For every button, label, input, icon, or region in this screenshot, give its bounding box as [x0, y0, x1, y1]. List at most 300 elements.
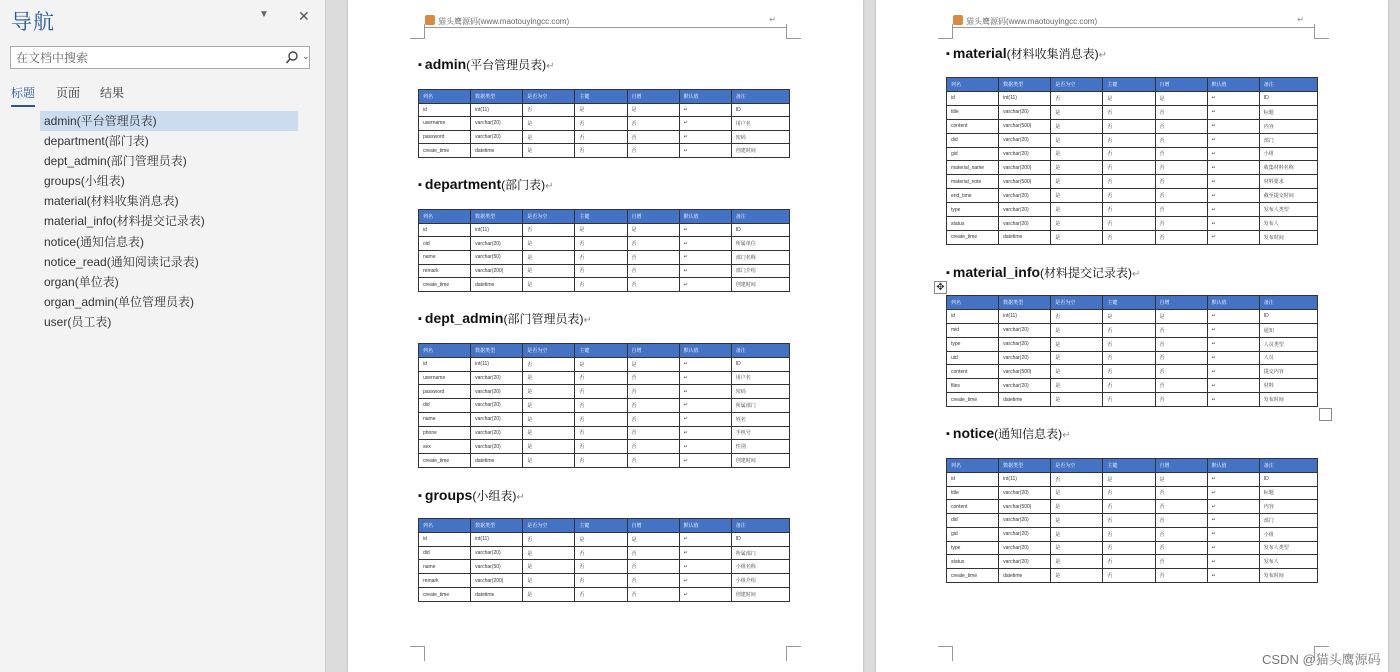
table-row — [419, 440, 790, 454]
table-cell: varchar(20) — [999, 351, 1051, 365]
nav-heading-item[interactable]: department(部门表) — [44, 134, 149, 149]
table-cell: 是 — [1103, 472, 1155, 486]
column-header: 列名 — [419, 210, 471, 224]
table-header-row — [419, 210, 790, 224]
table-cell: 否 — [627, 264, 679, 278]
table-name: material_info — [952, 264, 1041, 280]
table-section-heading — [418, 176, 554, 193]
search-options-chevron-icon[interactable]: ⌄ — [302, 51, 310, 61]
table-cell: 否 — [575, 278, 627, 292]
table-cell: 否 — [1103, 161, 1155, 175]
table-cell: content — [947, 500, 999, 514]
tab-headings[interactable]: 标题 — [11, 86, 36, 100]
table-cell: 是 — [1051, 175, 1103, 189]
table-row — [419, 144, 790, 158]
column-header: 主键 — [575, 90, 627, 104]
column-header: 列名 — [419, 519, 471, 533]
table-cell: name — [419, 560, 471, 574]
table-cell: ↵ — [1207, 175, 1259, 189]
table-cell: 否 — [1103, 133, 1155, 147]
table-row — [947, 119, 1318, 133]
bullet-icon: ▪ — [946, 48, 950, 60]
field-table — [418, 343, 790, 468]
table-cell: datetime — [471, 588, 523, 602]
table-cell: varchar(500) — [999, 500, 1051, 514]
table-cell: 否 — [523, 103, 575, 117]
table-cell: 否 — [627, 371, 679, 385]
table-cell: 是 — [523, 546, 575, 560]
table-cell: 否 — [575, 574, 627, 588]
table-cell: ↵ — [679, 144, 731, 158]
table-cell: 否 — [575, 250, 627, 264]
table-cell: varchar(20) — [999, 203, 1051, 217]
table-cell: 否 — [523, 357, 575, 371]
table-cell: ID — [731, 103, 789, 117]
table-cell: 标题 — [1259, 486, 1317, 500]
table-cell: 否 — [575, 546, 627, 560]
table-cell: ↵ — [1207, 351, 1259, 365]
paragraph-mark: ↵ — [769, 15, 776, 24]
column-header: 是否为空 — [1051, 296, 1103, 310]
table-cell: ↵ — [1207, 527, 1259, 541]
bullet-icon: ▪ — [946, 267, 950, 279]
table-cell: 否 — [523, 223, 575, 237]
table-cell: 部门 — [1259, 133, 1317, 147]
table-cell: 发布时间 — [1259, 230, 1317, 244]
crop-mark — [938, 646, 953, 661]
table-cell: int(11) — [471, 357, 523, 371]
table-cell: 发布人类型 — [1259, 541, 1317, 555]
table-cell: varchar(500) — [999, 365, 1051, 379]
table-cell: type — [947, 541, 999, 555]
table-cell: 是 — [1051, 351, 1103, 365]
table-cell: 否 — [1155, 161, 1207, 175]
table-row — [947, 105, 1318, 119]
table-row — [947, 230, 1318, 244]
table-cell: 否 — [1103, 365, 1155, 379]
column-header: 自增 — [627, 90, 679, 104]
table-cell: varchar(20) — [999, 133, 1051, 147]
table-name: admin — [424, 56, 467, 72]
table-cell: ↵ — [1207, 217, 1259, 231]
table-section-heading — [946, 264, 1140, 281]
table-cell: 否 — [1051, 309, 1103, 323]
paragraph-mark: ↵ — [1297, 15, 1304, 24]
table-cell: 否 — [1155, 500, 1207, 514]
table-cell: ↵ — [1207, 337, 1259, 351]
crop-mark — [786, 646, 801, 661]
table-cell: 是 — [1051, 569, 1103, 583]
table-cell: mid — [947, 323, 999, 337]
page-header — [425, 15, 786, 28]
table-cell: create_time — [419, 278, 471, 292]
table-cell: username — [419, 117, 471, 131]
search-icon[interactable] — [285, 50, 299, 66]
table-cell: 否 — [1051, 472, 1103, 486]
table-cell: did — [947, 133, 999, 147]
nav-heading-item[interactable]: material(材料收集消息表) — [44, 194, 179, 209]
table-cell: varchar(20) — [999, 486, 1051, 500]
table-cell: id — [419, 103, 471, 117]
table-row — [419, 532, 790, 546]
table-cell: datetime — [999, 230, 1051, 244]
table-cell: 否 — [1155, 323, 1207, 337]
table-cell: varchar(20) — [471, 385, 523, 399]
table-cell: int(11) — [999, 309, 1051, 323]
site-logo-icon — [425, 15, 435, 25]
table-cell: 否 — [1155, 569, 1207, 583]
table-cell: 否 — [1103, 230, 1155, 244]
table-row — [419, 130, 790, 144]
table-cell: ↵ — [1207, 309, 1259, 323]
nav-heading-item[interactable]: notice_read(通知阅读记录表) — [44, 254, 199, 269]
paragraph-mark: ↵ — [546, 61, 555, 72]
table-move-handle-icon[interactable]: ✥ — [934, 281, 947, 294]
column-header: 自增 — [1155, 296, 1207, 310]
table-description: (部门表) — [501, 178, 546, 192]
table-cell: 否 — [627, 117, 679, 131]
table-cell: varchar(20) — [999, 323, 1051, 337]
table-cell: 是 — [1051, 161, 1103, 175]
bullet-icon: ▪ — [418, 59, 422, 71]
table-cell: 否 — [575, 117, 627, 131]
table-row — [947, 175, 1318, 189]
table-cell: 否 — [1103, 379, 1155, 393]
table-cell: 是 — [523, 237, 575, 251]
table-row — [947, 189, 1318, 203]
close-icon[interactable]: ✕ — [298, 8, 310, 24]
table-cell: 发布时间 — [1259, 393, 1317, 407]
table-header-row — [419, 344, 790, 358]
table-cell: 所属部门 — [731, 399, 789, 413]
table-cell: 否 — [627, 412, 679, 426]
table-cell: 是 — [1051, 337, 1103, 351]
table-row — [947, 393, 1318, 407]
table-cell: password — [419, 385, 471, 399]
column-header: 列名 — [419, 344, 471, 358]
table-cell: varchar(20) — [471, 117, 523, 131]
table-cell: 否 — [1103, 541, 1155, 555]
table-cell: 否 — [1051, 91, 1103, 105]
table-cell: ↵ — [1207, 133, 1259, 147]
table-cell: 密码 — [731, 385, 789, 399]
table-cell: 性别 — [731, 440, 789, 454]
table-cell: ↵ — [679, 103, 731, 117]
table-cell: 发布人类型 — [1259, 203, 1317, 217]
table-cell: 是 — [575, 223, 627, 237]
table-cell: ↵ — [1207, 486, 1259, 500]
table-header-row — [947, 78, 1318, 92]
table-cell: ↵ — [679, 264, 731, 278]
nav-options-chevron-icon[interactable]: ▼ — [259, 9, 269, 20]
table-section-heading — [946, 425, 1071, 442]
table-name: groups — [424, 487, 473, 503]
table-cell: 小组 — [1259, 147, 1317, 161]
column-header: 自增 — [627, 210, 679, 224]
table-description: (材料收集消息表) — [1006, 47, 1099, 61]
column-header: 是否为空 — [523, 519, 575, 533]
table-cell: sex — [419, 440, 471, 454]
nav-pane-title: 导航 — [11, 11, 55, 34]
table-row — [947, 203, 1318, 217]
table-cell: 收集材料名称 — [1259, 161, 1317, 175]
table-row — [419, 454, 790, 468]
table-resize-handle[interactable] — [1319, 408, 1332, 421]
column-header: 数据类型 — [999, 78, 1051, 92]
table-cell: 是 — [1051, 486, 1103, 500]
table-cell: 是 — [523, 371, 575, 385]
table-cell: 否 — [1103, 175, 1155, 189]
table-section-heading — [418, 56, 555, 73]
table-cell: 否 — [1155, 486, 1207, 500]
tab-results[interactable]: 结果 — [100, 86, 125, 100]
column-header: 主键 — [575, 210, 627, 224]
table-cell: ↵ — [679, 412, 731, 426]
column-header: 备注 — [1259, 459, 1317, 473]
column-header: 主键 — [575, 344, 627, 358]
table-cell: 否 — [1155, 147, 1207, 161]
table-cell: 否 — [1155, 189, 1207, 203]
table-cell: 是 — [1051, 147, 1103, 161]
table-row — [947, 337, 1318, 351]
table-cell: 是 — [1103, 91, 1155, 105]
paragraph-mark: ↵ — [545, 181, 554, 192]
table-cell: varchar(20) — [471, 371, 523, 385]
table-cell: varchar(200) — [471, 574, 523, 588]
bullet-icon: ▪ — [946, 428, 950, 440]
table-cell: varchar(20) — [999, 337, 1051, 351]
table-cell: 否 — [1155, 527, 1207, 541]
table-cell: 创建时间 — [731, 144, 789, 158]
table-cell: 发布人 — [1259, 217, 1317, 231]
table-cell: ↵ — [679, 117, 731, 131]
table-cell: gid — [947, 147, 999, 161]
table-row — [419, 574, 790, 588]
table-cell: material_name — [947, 161, 999, 175]
nav-heading-item[interactable]: groups(小组表) — [44, 174, 125, 189]
table-cell: 是 — [1155, 309, 1207, 323]
table-header-row — [947, 296, 1318, 310]
table-cell: uid — [947, 351, 999, 365]
table-row — [419, 546, 790, 560]
table-cell: 否 — [1103, 337, 1155, 351]
table-row — [947, 91, 1318, 105]
table-cell: varchar(20) — [999, 189, 1051, 203]
table-cell: content — [947, 119, 999, 133]
table-row — [947, 379, 1318, 393]
column-header: 默认值 — [679, 344, 731, 358]
table-cell: varchar(500) — [999, 175, 1051, 189]
table-cell: 是 — [1051, 133, 1103, 147]
watermark: CSDN @猫头鹰源码 — [1262, 652, 1381, 667]
table-cell: ↵ — [679, 223, 731, 237]
table-cell: 否 — [1103, 323, 1155, 337]
table-cell: 否 — [575, 588, 627, 602]
table-description: (平台管理员表) — [466, 58, 547, 72]
table-cell: 是 — [1051, 365, 1103, 379]
table-cell: type — [947, 337, 999, 351]
table-cell: 是 — [523, 574, 575, 588]
document-page — [348, 0, 863, 672]
table-cell: ID — [1259, 91, 1317, 105]
table-cell: varchar(20) — [471, 412, 523, 426]
table-cell: status — [947, 217, 999, 231]
column-header: 备注 — [1259, 78, 1317, 92]
table-row — [947, 217, 1318, 231]
column-header: 备注 — [731, 344, 789, 358]
table-cell: varchar(20) — [471, 440, 523, 454]
table-cell: type — [947, 203, 999, 217]
table-cell: 是 — [575, 357, 627, 371]
table-cell: 否 — [575, 130, 627, 144]
table-cell: varchar(50) — [471, 250, 523, 264]
table-cell: 否 — [627, 130, 679, 144]
nav-heading-item[interactable]: notice(通知信息表) — [44, 234, 145, 249]
table-cell: 否 — [523, 532, 575, 546]
table-row — [419, 426, 790, 440]
column-header: 数据类型 — [471, 210, 523, 224]
table-cell: name — [419, 412, 471, 426]
nav-heading-item[interactable]: organ_admin(单位管理员表) — [44, 294, 195, 309]
nav-heading-item[interactable]: dept_admin(部门管理员表) — [44, 154, 187, 169]
table-cell: ↵ — [1207, 189, 1259, 203]
column-header: 数据类型 — [471, 344, 523, 358]
nav-heading-item[interactable]: organ(单位表) — [44, 274, 119, 289]
table-cell: 通知 — [1259, 323, 1317, 337]
column-header: 自增 — [1155, 78, 1207, 92]
table-cell: datetime — [999, 569, 1051, 583]
table-cell: 手机号 — [731, 426, 789, 440]
table-cell: 否 — [1103, 119, 1155, 133]
table-name: material — [952, 45, 1007, 61]
table-section-heading — [946, 45, 1107, 62]
column-header: 主键 — [575, 519, 627, 533]
table-row — [947, 500, 1318, 514]
table-cell: ↵ — [679, 588, 731, 602]
table-cell: ↵ — [1207, 555, 1259, 569]
table-cell: 是 — [1051, 323, 1103, 337]
table-cell: 否 — [627, 546, 679, 560]
table-cell: 否 — [627, 385, 679, 399]
column-header: 默认值 — [1207, 459, 1259, 473]
table-row — [947, 351, 1318, 365]
table-cell: 否 — [1103, 500, 1155, 514]
document-page — [876, 0, 1388, 672]
table-cell: varchar(20) — [999, 514, 1051, 528]
table-cell: datetime — [471, 144, 523, 158]
table-cell: 否 — [575, 144, 627, 158]
table-cell: 否 — [575, 399, 627, 413]
table-cell: 否 — [1155, 203, 1207, 217]
table-cell: varchar(20) — [471, 426, 523, 440]
table-cell: 是 — [575, 532, 627, 546]
table-row — [947, 555, 1318, 569]
table-row — [947, 309, 1318, 323]
table-cell: 截至提交时间 — [1259, 189, 1317, 203]
field-table — [946, 295, 1318, 407]
table-cell: 否 — [1155, 379, 1207, 393]
column-header: 默认值 — [679, 90, 731, 104]
crop-mark — [410, 646, 425, 661]
table-cell: varchar(20) — [999, 105, 1051, 119]
table-cell: ↵ — [1207, 91, 1259, 105]
column-header: 是否为空 — [523, 344, 575, 358]
nav-heading-item[interactable]: admin(平台管理员表) — [40, 111, 298, 131]
table-cell: 是 — [1051, 527, 1103, 541]
table-cell: ID — [731, 532, 789, 546]
table-cell: 否 — [1155, 105, 1207, 119]
table-cell: create_time — [419, 454, 471, 468]
table-cell: title — [947, 486, 999, 500]
table-row — [419, 371, 790, 385]
table-cell: int(11) — [471, 103, 523, 117]
table-cell: 否 — [1155, 351, 1207, 365]
column-header: 是否为空 — [1051, 78, 1103, 92]
table-cell: ↵ — [679, 574, 731, 588]
paragraph-mark: ↵ — [1062, 430, 1071, 441]
table-cell: 否 — [1155, 541, 1207, 555]
column-header: 列名 — [947, 78, 999, 92]
column-header: 自增 — [627, 519, 679, 533]
table-cell: ↵ — [1207, 541, 1259, 555]
table-cell: 否 — [1103, 527, 1155, 541]
header-text: 猫头鹰源码(www.maotouyingcc.com) — [438, 17, 570, 26]
table-cell: ↵ — [679, 278, 731, 292]
table-cell: 否 — [627, 399, 679, 413]
column-header: 数据类型 — [999, 296, 1051, 310]
crop-mark — [1314, 24, 1329, 39]
table-cell: 否 — [627, 237, 679, 251]
table-cell: create_time — [419, 588, 471, 602]
table-cell: password — [419, 130, 471, 144]
table-cell: datetime — [471, 454, 523, 468]
column-header: 主键 — [1103, 78, 1155, 92]
table-cell: 否 — [575, 440, 627, 454]
tab-pages[interactable]: 页面 — [56, 86, 81, 100]
nav-heading-item[interactable]: material_info(材料提交记录表) — [44, 214, 205, 229]
table-cell: ID — [731, 223, 789, 237]
table-row — [947, 133, 1318, 147]
table-cell: 材料要求 — [1259, 175, 1317, 189]
table-cell: remark — [419, 264, 471, 278]
table-cell: 否 — [1155, 393, 1207, 407]
table-cell: 是 — [523, 412, 575, 426]
table-cell: 是 — [627, 532, 679, 546]
column-header: 默认值 — [679, 210, 731, 224]
column-header: 备注 — [1259, 296, 1317, 310]
paragraph-mark: ↵ — [516, 492, 525, 503]
table-section-heading — [418, 310, 592, 327]
table-description: (材料提交记录表) — [1040, 266, 1133, 280]
nav-heading-item[interactable]: user(员工表) — [44, 314, 112, 329]
field-table — [418, 89, 790, 158]
table-row — [947, 323, 1318, 337]
table-cell: ↵ — [1207, 203, 1259, 217]
table-cell: 否 — [627, 588, 679, 602]
site-logo-icon — [953, 15, 963, 25]
table-row — [419, 117, 790, 131]
table-cell: ID — [1259, 309, 1317, 323]
table-cell: 否 — [1155, 230, 1207, 244]
column-header: 备注 — [731, 519, 789, 533]
search-input[interactable] — [16, 50, 278, 66]
column-header: 自增 — [627, 344, 679, 358]
table-name: notice — [952, 425, 995, 441]
table-cell: 是 — [523, 278, 575, 292]
crop-mark — [786, 24, 801, 39]
table-cell: 否 — [1155, 365, 1207, 379]
table-cell: 否 — [575, 237, 627, 251]
